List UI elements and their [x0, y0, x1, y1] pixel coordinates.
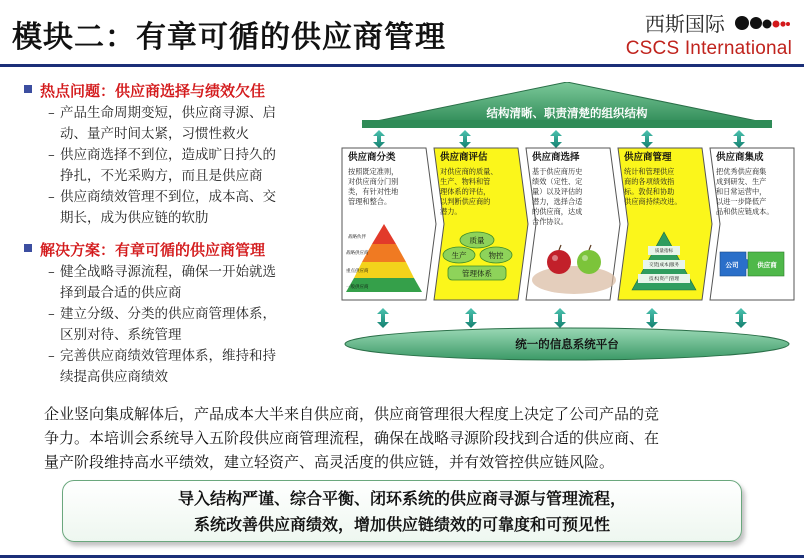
hot-issue-heading: 热点问题：供应商选择与绩效欠佳: [22, 80, 340, 101]
page-title: 模块二：有章可循的供应商管理: [12, 20, 446, 55]
pyramid-label: 一般供应商: [346, 285, 369, 290]
summary-line: 企业竖向集成解体后，产品成本大半来自供应商，供应商管理很大程度上决定了公司产品的竞: [44, 405, 660, 423]
hot-issue-list: [22, 103, 340, 229]
up-down-arrow-icon: [373, 130, 385, 148]
step-text-line: 标。敦促和协助: [624, 187, 675, 196]
step-text-line: 按照既定准则，: [348, 167, 399, 176]
step-text-line: 统计和管理供应: [624, 167, 675, 176]
top-banner-text: 结构清晰、职责清楚的组织结构: [486, 106, 648, 120]
solution-list: [22, 262, 340, 388]
company-logo: [626, 8, 792, 60]
step-text-line: 生产、物料和管: [440, 177, 491, 186]
list-item-continued: 挣扎，不光采购方，而且是供应商: [60, 168, 263, 184]
production-label: 生产: [451, 251, 467, 260]
key-message-callout: [62, 480, 742, 542]
pyramid-label: 重点供应商: [346, 269, 369, 274]
step-text-line: 品和供应链成本。: [716, 207, 774, 216]
up-down-arrow-icon: [646, 308, 658, 328]
bottom-banner-text: 统一的信息系统平台: [515, 337, 619, 351]
step-text-line: 合作协议。: [532, 217, 568, 226]
material-label: 物控: [488, 251, 504, 260]
up-down-arrow-icon: [735, 308, 747, 328]
footer-divider: [0, 555, 804, 558]
list-item-continued: 动、量产时间太紧，习惯性救火: [60, 126, 249, 142]
step-text-line: 基于供应商历史: [532, 167, 583, 176]
list-item: – 健全战略寻源流程，确保一开始就选: [60, 262, 340, 283]
list-item: – 供应商绩效管理不到位，成本高、交: [60, 187, 340, 208]
step-title-evaluate: 供应商评估: [440, 152, 488, 163]
quality-label: 质量: [469, 236, 485, 245]
up-down-arrow-icon: [465, 308, 477, 328]
callout-line: 系统改善供应商绩效，增加供应链绩效的可靠度和可预见性: [193, 515, 610, 534]
step-title-classify: 供应商分类: [348, 152, 396, 163]
step-text-line: 以进一步降低产: [716, 197, 767, 206]
system-label: 管理体系: [462, 269, 492, 278]
step-title-manage: 供应商管理: [624, 152, 672, 163]
pyramid-label: 战略供应商: [346, 251, 369, 256]
puzzle-label: 供应商: [757, 261, 777, 269]
step-title-integrate: 供应商集成: [716, 152, 764, 163]
step-text-line: 商的各项绩效指: [624, 177, 675, 186]
list-item-continued: 期长，成为供应链的软肋: [60, 210, 209, 226]
square-bullet-icon: [24, 244, 32, 252]
left-column: [22, 80, 340, 398]
step-text-line: 以判断供应商的: [440, 197, 491, 206]
solution-heading: 解决方案：有章可循的供应商管理: [22, 239, 340, 260]
up-down-arrow-icon: [641, 130, 653, 148]
step-text-line: 潜力，选择合适: [532, 197, 583, 206]
up-down-arrow-icon: [459, 130, 471, 148]
top-banner-base: [362, 120, 772, 128]
step-text-line: 类，有针对性地: [348, 187, 399, 196]
bottom-arrows: [377, 308, 747, 328]
mgmt-label: 交货|成本|服务: [648, 263, 680, 268]
step-text-line: 把优秀供应商集: [716, 167, 767, 176]
list-item: – 建立分级、分类的供应商管理体系，: [60, 304, 340, 325]
step-text-line: 理体系的评估，: [440, 187, 491, 196]
list-item: – 产品生命周期变短，供应商寻源、启: [60, 103, 340, 124]
top-arrows: [373, 130, 745, 148]
up-down-arrow-icon: [733, 130, 745, 148]
up-down-arrow-icon: [550, 130, 562, 148]
step-text-line: 和日常运营中，: [716, 187, 767, 196]
puzzle-pieces-icon: [720, 252, 784, 276]
step-text-line: 对供应商分门别: [348, 177, 399, 186]
mgmt-label: 技术|资产|管理: [648, 277, 680, 282]
step-text-line: 对供应商的质量、: [440, 167, 498, 176]
summary-line: 量产阶段维持高水平绩效，建立轻资产、高灵活度的供应链，并有效管控供应链风险。: [44, 453, 615, 471]
list-item-continued: 择到最合适的供应商: [60, 285, 182, 301]
step-title-select: 供应商选择: [532, 152, 580, 163]
step-text-line: 潜力。: [440, 207, 462, 216]
logo-chinese-name: 西斯国际: [644, 12, 725, 36]
supplier-process-diagram: [334, 82, 800, 382]
summary-paragraph: [44, 402, 784, 474]
step-text-line: 量）以及评估的: [532, 187, 583, 196]
up-down-arrow-icon: [377, 308, 389, 328]
up-down-arrow-icon: [554, 308, 566, 328]
summary-line: 争力。本培训会系统导入五阶段供应商管理流程，确保在战略寻源阶段找到合适的供应商、在: [44, 429, 660, 447]
step-text-line: 绩效（定性、定: [532, 177, 583, 186]
mgmt-label: 质量指标: [655, 249, 673, 254]
list-item: – 完善供应商绩效管理体系，维持和持: [60, 346, 340, 367]
header-divider: [0, 64, 804, 67]
pyramid-label: 战略伙伴: [348, 235, 366, 240]
callout-line: 导入结构严谨、综合平衡、闭环系统的供应商寻源与管理流程，: [177, 489, 626, 508]
logo-english-name: CSCS International: [625, 38, 792, 59]
step-text-line: 供应商持续改进。: [624, 197, 682, 206]
list-item: – 供应商选择不到位，造成旷日持久的: [60, 145, 340, 166]
square-bullet-icon: [24, 85, 32, 93]
list-item-continued: 区别对待、系统管理: [60, 327, 182, 343]
list-item-continued: 续提高供应商绩效: [60, 369, 168, 385]
step-text-line: 成到研发、生产: [716, 177, 767, 186]
step-text-line: 管理和整合。: [348, 197, 392, 206]
logo-balls-icon: [734, 14, 792, 32]
puzzle-label: 公司: [725, 261, 739, 269]
step-text-line: 的供应商，达成: [532, 207, 583, 216]
